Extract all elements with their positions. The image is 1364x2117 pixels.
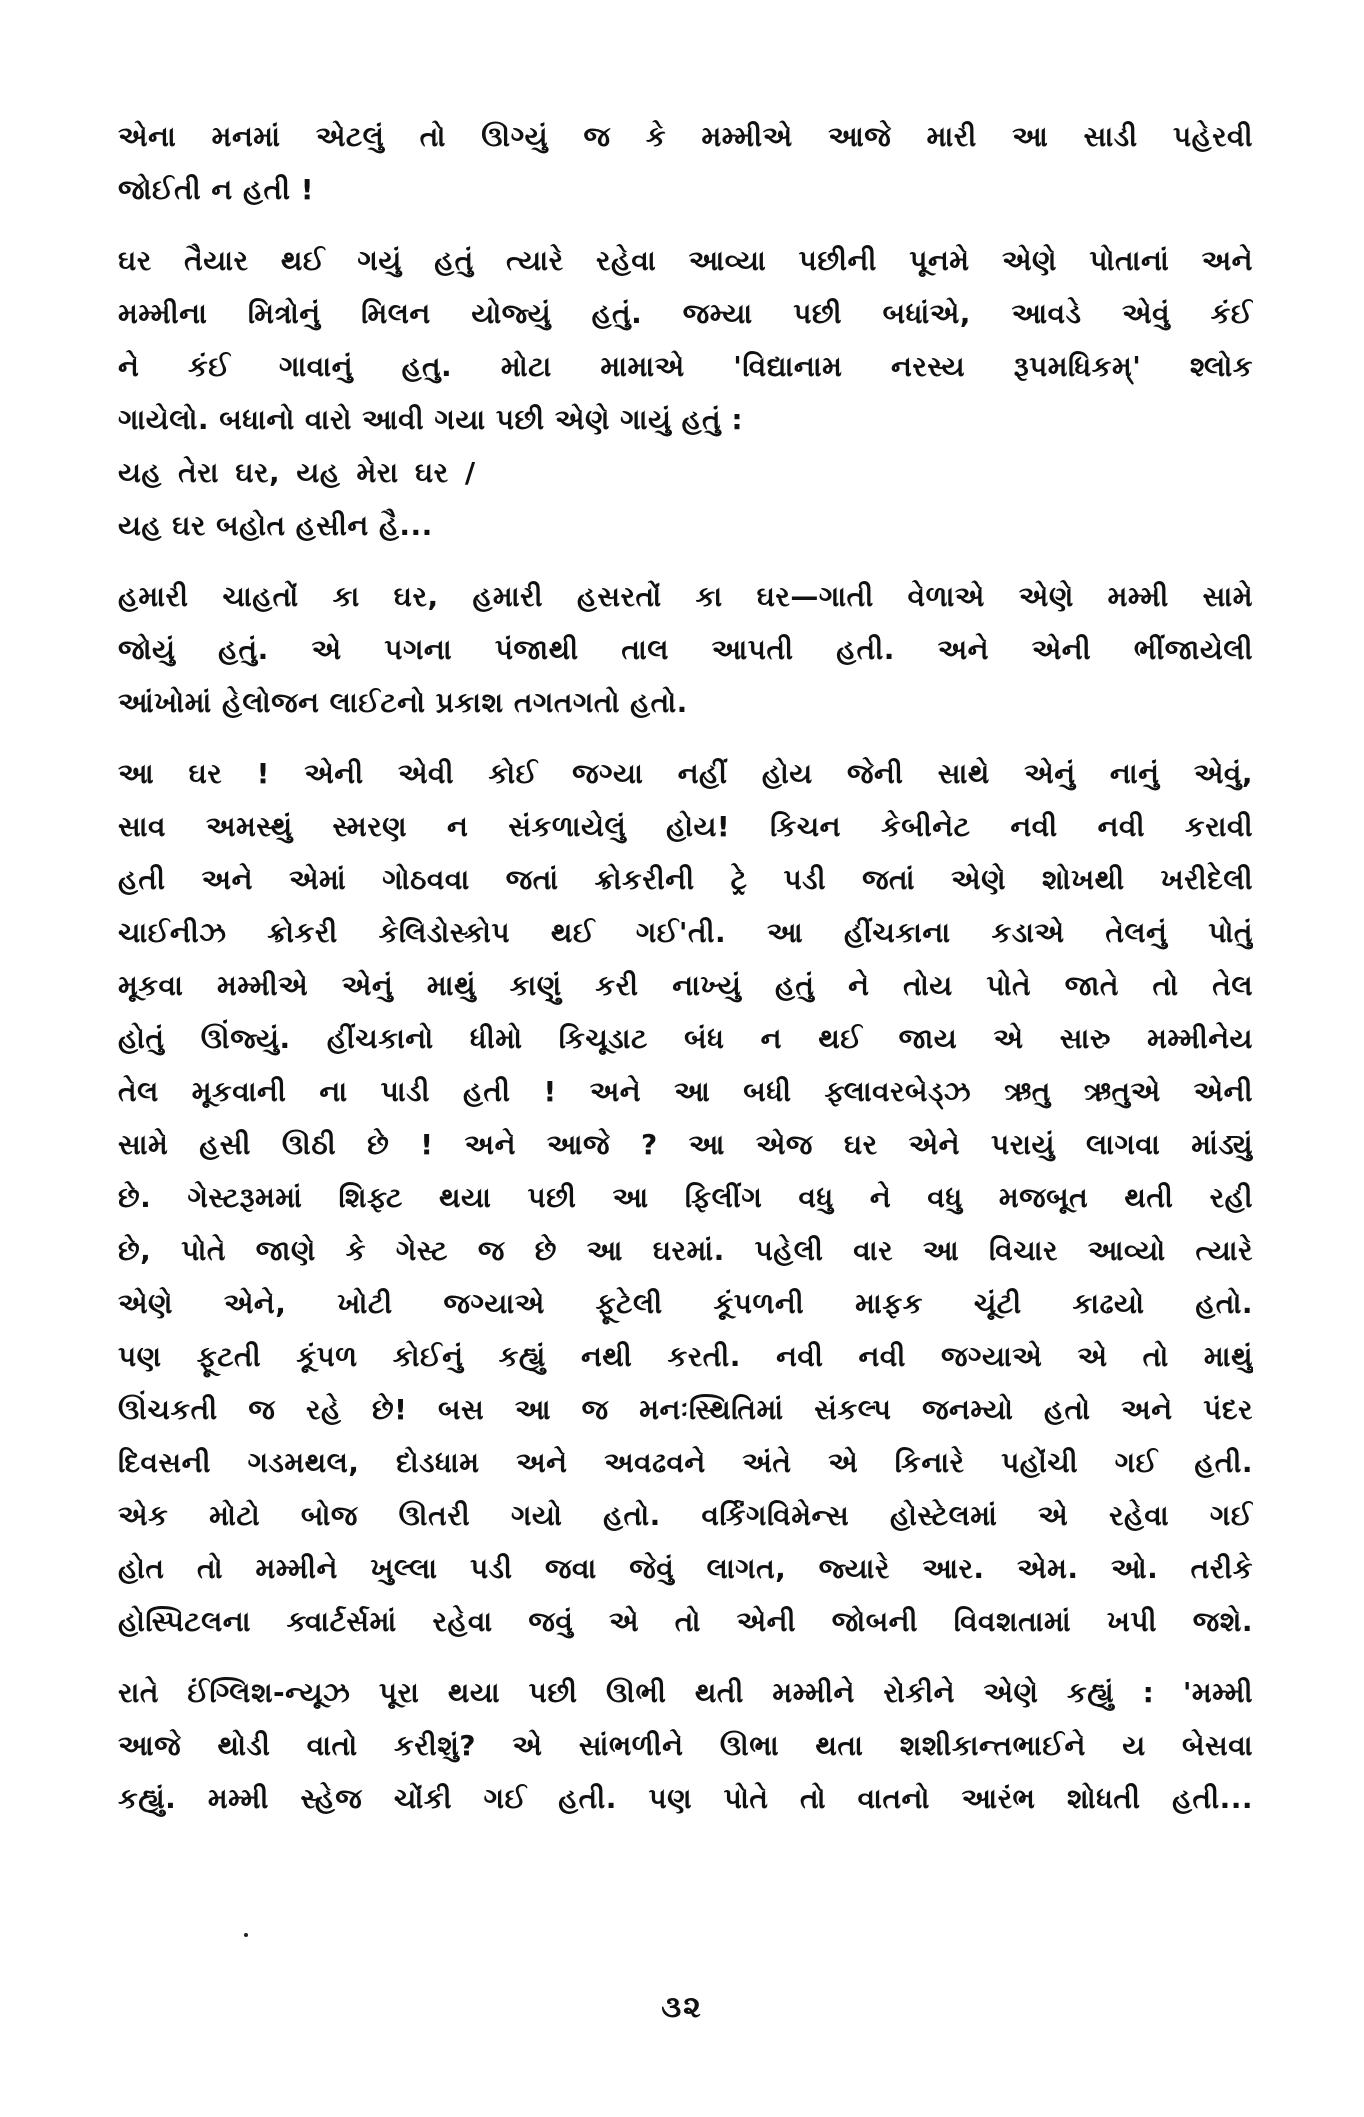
text-line: ગાયેલો. બધાનો વારો આવી ગયા પછી એણે ગાયું હતું : (118, 403, 744, 436)
paragraph-5 (118, 1666, 1253, 1825)
text-line: છે. ગેસ્ટરૂમમાં શિફ્ટ થયા પછી આ ફિલીંગ વધુ ને વધુ મજબૂત થતી રહી (118, 1181, 1253, 1214)
text-line: એણે એને, ખોટી જગ્યાએ ફૂટેલી કૂંપળની માફક ચૂંટી કાઢયો હતો. (118, 1287, 1253, 1320)
text-line: છે, પોતે જાણે કે ગેસ્ટ જ છે આ ઘરમાં. પહેલી વાર આ વિચાર આવ્યો ત્યારે (118, 1234, 1253, 1267)
print-speck (244, 1933, 248, 1937)
text-line: કહ્યું. મમ્મી સ્હેજ ચોંકી ગઈ હતી. પણ પોતે તો વાતનો આરંભ શોધતી હતી... (118, 1782, 1253, 1815)
song-line: યહ ઘર બહોત હસીન હૈ... (118, 509, 433, 542)
text-line: હતી અને એમાં ગોઠવવા જતાં ક્રોકરીની ટ્રે પડી જતાં એણે શોખથી ખરીદેલી (118, 863, 1253, 896)
text-line: હોસ્પિટલના ક્વાર્ટર્સમાં રહેવા જવું એ તો એની જોબની વિવશતામાં ખપી જશે. (118, 1605, 1253, 1638)
song-line: યહ તેરા ઘર, યહ મેરા ઘર / (118, 456, 476, 489)
text-line: રાતે ઈંગ્લિશ-ન્યૂઝ પૂરા થયા પછી ઊભી થતી મમ્મીને રોકીને એણે કહ્યું : 'મમ્મી (118, 1676, 1253, 1709)
text-line: ઊંચકતી જ રહે છે! બસ આ જ મનઃસ્થિતિમાં સંકલ્પ જનમ્યો હતો અને પંદર (118, 1393, 1253, 1426)
paragraph-3 (118, 570, 1253, 729)
text-line: સાવ અમસ્થું સ્મરણ ન સંકળાયેલું હોય! કિચન કેબીનેટ નવી નવી કરાવી (118, 810, 1253, 843)
text-line: હોત તો મમ્મીને ખુલ્લા પડી જવા જેવું લાગત, જ્યારે આર. એમ. ઓ. તરીકે (118, 1552, 1253, 1585)
paragraph-1 (118, 110, 1253, 216)
text-line: તેલ મૂકવાની ના પાડી હતી ! અને આ બધી ફ્લાવરબેડ્ઝ ઋતુ ઋતુએ એની (118, 1075, 1253, 1108)
text-line: હમારી ચાહતોં કા ઘર, હમારી હસરતોં કા ઘર—ગાતી વેળાએ એણે મમ્મી સામે (118, 580, 1253, 613)
text-line: આ ઘર ! એની એવી કોઈ જગ્યા નહીં હોય જેની સાથે એનું નાનું એવું, (118, 757, 1253, 790)
text-line: સામે હસી ઊઠી છે ! અને આજે ? આ એજ ઘર એને પરાયું લાગવા માંડ્યું (118, 1128, 1253, 1161)
text-line: આંખોમાં હેલોજન લાઈટનો પ્રકાશ તગતગતો હતો. (118, 686, 688, 719)
text-line: ઘર તૈયાર થઈ ગયું હતું ત્યારે રહેવા આવ્યા પછીની પૂનમે એણે પોતાનાં અને (118, 244, 1253, 277)
text-line: ને કંઈ ગાવાનું હતુ. મોટા મામાએ 'વિદ્યાનામ નરસ્ય રૂપમધિકમ્' શ્લોક (118, 350, 1253, 383)
body-text (118, 110, 1253, 1825)
text-line: પણ ફૂટતી કૂંપળ કોઈનું કહ્યું નથી કરતી. નવી નવી જગ્યાએ એ તો માથું (118, 1340, 1253, 1373)
text-line: હોતું ઊંજ્યું. હીંચકાનો ધીમો કિચૂડાટ બંધ ન થઈ જાય એ સારુ મમ્મીનેય (118, 1022, 1253, 1055)
text-line: મૂકવા મમ્મીએ એનું માથું કાણું કરી નાખ્યું હતું ને તોય પોતે જાતે તો તેલ (118, 969, 1253, 1002)
page-number: ૩૨ (661, 1990, 703, 2025)
text-line: દિવસની ગડમથલ, દોડધામ અને અવઢવને અંતે એ કિનારે પહોંચી ગઈ હતી. (118, 1446, 1253, 1479)
text-line: મમ્મીના મિત્રોનું મિલન યોજ્યું હતું. જમ્યા પછી બધાંએ, આવડે એવું કંઈ (118, 297, 1253, 330)
paragraph-4 (118, 747, 1253, 1648)
text-line: જોયું હતું. એ પગના પંજાથી તાલ આપતી હતી. અને એની ભીંજાયેલી (118, 633, 1253, 666)
text-line: જોઈતી ન હતી ! (118, 173, 315, 206)
text-line: ચાઈનીઝ ક્રોકરી કેલિડોસ્કોપ થઈ ગઈ'તી. આ હીંચકાના કડાએ તેલનું પોતું (118, 916, 1253, 949)
text-line: એના મનમાં એટલું તો ઊગ્યું જ કે મમ્મીએ આજે મારી આ સાડી પહેરવી (118, 120, 1253, 153)
text-line: એક મોટો બોજ ઊતરી ગયો હતો. વર્કિંગવિમેન્સ હોસ્ટેલમાં એ રહેવા ગઈ (118, 1499, 1253, 1532)
paragraph-2 (118, 234, 1253, 552)
text-line: આજે થોડી વાતો કરીશું? એ સાંભળીને ઊભા થતા શશીકાન્તભાઈને ય બેસવા (118, 1729, 1253, 1762)
